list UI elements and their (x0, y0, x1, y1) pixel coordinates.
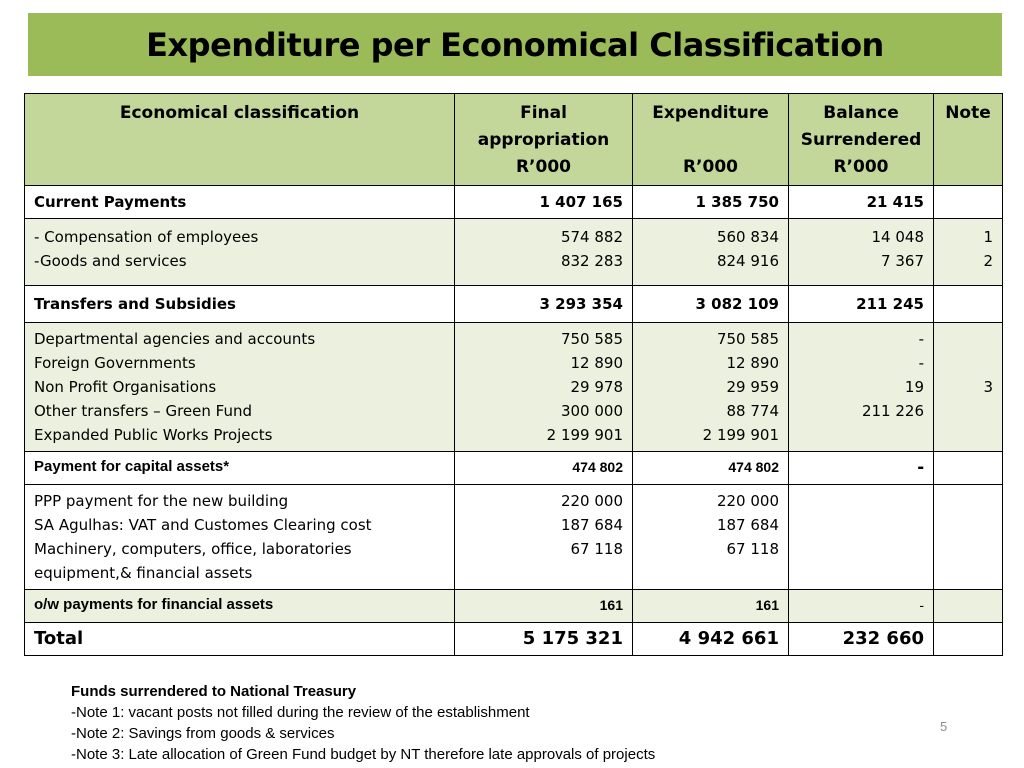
page-number: 5 (940, 719, 948, 734)
table-row-transfers (25, 286, 1003, 323)
expenditure-value: 1 385 750 (633, 186, 789, 219)
note-values: 1 2 (934, 219, 1003, 286)
final-value: 161 (455, 590, 633, 623)
row-label: Payment for capital assets* (25, 452, 455, 485)
note-values (934, 485, 1003, 590)
expenditure-value: 474 802 (633, 452, 789, 485)
header-balance-surrendered: Balance Surrendered R’000 (789, 94, 934, 186)
expenditure-value: 161 (633, 590, 789, 623)
note-value (934, 623, 1003, 656)
expenditure-table (24, 93, 1003, 656)
balance-value: - (789, 452, 934, 485)
footnote-2: -Note 2: Savings from goods & services (71, 725, 335, 742)
balance-values: - - 19 211 226 (789, 323, 934, 452)
title-banner (28, 13, 1002, 76)
final-values: 750 585 12 890 29 978 300 000 2 199 901 (455, 323, 633, 452)
table-row-total (25, 623, 1003, 656)
table-row-current-payments (25, 186, 1003, 219)
header-classification: Economical classification (25, 94, 455, 186)
footnote-3: -Note 3: Late allocation of Green Fund budget by NT therefore late approvals of projects (71, 746, 656, 763)
final-value: 1 407 165 (455, 186, 633, 219)
table-header-row (25, 94, 1003, 186)
row-labels: - Compensation of employees -Goods and services (25, 219, 455, 286)
row-labels: PPP payment for the new building SA Agulhas: VAT and Customes Clearing cost Machinery, computers, office, laboratories equipment,& financial assets (25, 485, 455, 590)
header-note: Note (934, 94, 1003, 186)
expenditure-value: 4 942 661 (633, 623, 789, 656)
balance-value: 232 660 (789, 623, 934, 656)
table-row-capital-assets (25, 452, 1003, 485)
header-final-appropriation: Final appropriation R’000 (455, 94, 633, 186)
row-label: Current Payments (25, 186, 455, 219)
row-label: o/w payments for financial assets (25, 590, 455, 623)
expenditure-values: 220 000 187 684 67 118 (633, 485, 789, 590)
row-labels: Departmental agencies and accounts Foreign Governments Non Profit Organisations Other transfers – Green Fund Expanded Public Works Projects (25, 323, 455, 452)
balance-value: 21 415 (789, 186, 934, 219)
final-value: 5 175 321 (455, 623, 633, 656)
note-value (934, 186, 1003, 219)
expenditure-values: 560 834 824 916 (633, 219, 789, 286)
footnotes (71, 681, 655, 765)
balance-values (789, 485, 934, 590)
final-value: 474 802 (455, 452, 633, 485)
table-row-financial-assets (25, 590, 1003, 623)
expenditure-values: 750 585 12 890 29 959 88 774 2 199 901 (633, 323, 789, 452)
note-value (934, 452, 1003, 485)
note-value (934, 286, 1003, 323)
balance-value: - (789, 590, 934, 623)
note-value (934, 590, 1003, 623)
footnote-heading: Funds surrendered to National Treasury (71, 683, 357, 700)
balance-values: 14 048 7 367 (789, 219, 934, 286)
table-row-transfers-detail (25, 323, 1003, 452)
table-row-current-detail (25, 219, 1003, 286)
final-values: 220 000 187 684 67 118 (455, 485, 633, 590)
table-row-capital-detail (25, 485, 1003, 590)
page-title: Expenditure per Economical Classification (146, 25, 884, 64)
row-label: Transfers and Subsidies (25, 286, 455, 323)
final-values: 574 882 832 283 (455, 219, 633, 286)
header-expenditure: Expenditure R’000 (633, 94, 789, 186)
expenditure-value: 3 082 109 (633, 286, 789, 323)
note-values: 3 (934, 323, 1003, 452)
final-value: 3 293 354 (455, 286, 633, 323)
row-label: Total (25, 623, 455, 656)
footnote-1: -Note 1: vacant posts not filled during the review of the establishment (71, 704, 530, 721)
balance-value: 211 245 (789, 286, 934, 323)
